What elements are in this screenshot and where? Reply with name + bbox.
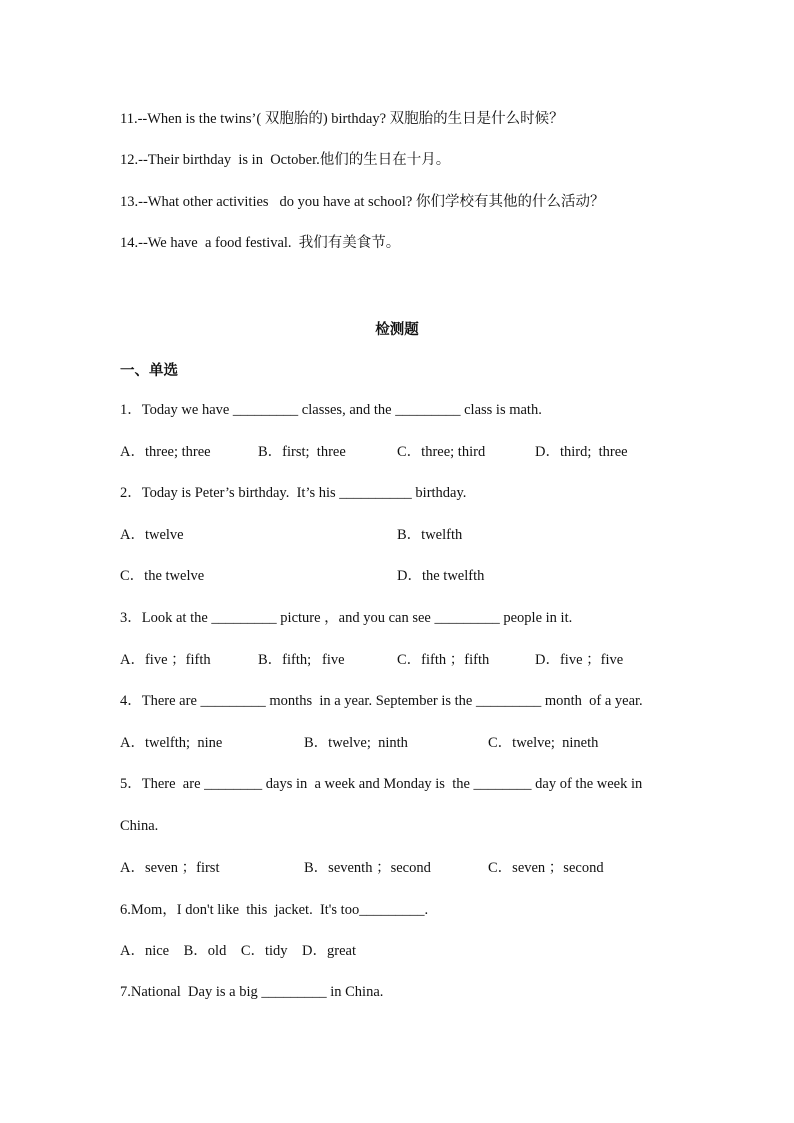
sentence-12: 12.--Their birthday is in October.他们的生日在十月。 — [120, 152, 451, 168]
sentence-11: 11.--When is the twins’( 双胞胎的) birthday? 双胞胎的生日是什么时候？ — [120, 111, 564, 127]
question-2-stem: 2．Today is Peter’s birthday. It’s his __________ birthday. — [120, 485, 467, 501]
sentence-13: 13.--What other activities do you have at school? 你们学校有其他的什么活动？ — [120, 194, 605, 210]
question-3-option-a: A．five ；fifth — [120, 652, 211, 668]
question-3-option-b: B．fifth; five — [258, 652, 345, 668]
question-4-option-b: B．twelve; ninth — [304, 735, 408, 751]
question-5-stem: 5．There are ________ days in a week and Monday is the ________ day of the week in — [120, 776, 643, 792]
question-4-option-a: A．twelfth; nine — [120, 735, 223, 751]
question-2-option-b: B．twelfth — [397, 527, 463, 543]
section-header: 一、单选 — [120, 363, 178, 379]
question-1-option-d: D．third; three — [535, 444, 628, 460]
question-5-option-a: A．seven ；first — [120, 860, 220, 876]
question-5-option-b: B．seventh ；second — [304, 860, 431, 876]
question-2-option-c: C．the twelve — [120, 568, 205, 584]
question-4-option-c: C．twelve; nineth — [488, 735, 599, 751]
question-3-stem: 3．Look at the _________ picture ，and you can see _________ people in it. — [120, 610, 573, 626]
question-5-stem-continued: China. — [120, 818, 159, 834]
question-1-option-c: C．three; third — [397, 444, 486, 460]
question-1-option-a: A．three; three — [120, 444, 211, 460]
sentence-14: 14.--We have a food festival. 我们有美食节。 — [120, 235, 401, 251]
question-1-stem: 1．Today we have _________ classes, and the _________ class is math. — [120, 402, 542, 418]
question-2-option-d: D．the twelfth — [397, 568, 485, 584]
question-4-stem: 4．There are _________ months in a year. September is the _________ month of a year. — [120, 693, 643, 709]
question-5-option-c: C．seven ；second — [488, 860, 604, 876]
question-2-option-a: A．twelve — [120, 527, 184, 543]
question-1-option-b: B．first; three — [258, 444, 346, 460]
page-title: 检测题 — [375, 322, 419, 338]
question-7-stem: 7.National Day is a big _________ in China. — [120, 984, 384, 1000]
question-6-stem: 6.Mom，I don't like this jacket. It's too_________. — [120, 902, 429, 918]
question-3-option-d: D．five ；five — [535, 652, 624, 668]
question-6-options: A．nice B．old C．tidy D．great — [120, 943, 356, 959]
question-3-option-c: C．fifth ；fifth — [397, 652, 490, 668]
